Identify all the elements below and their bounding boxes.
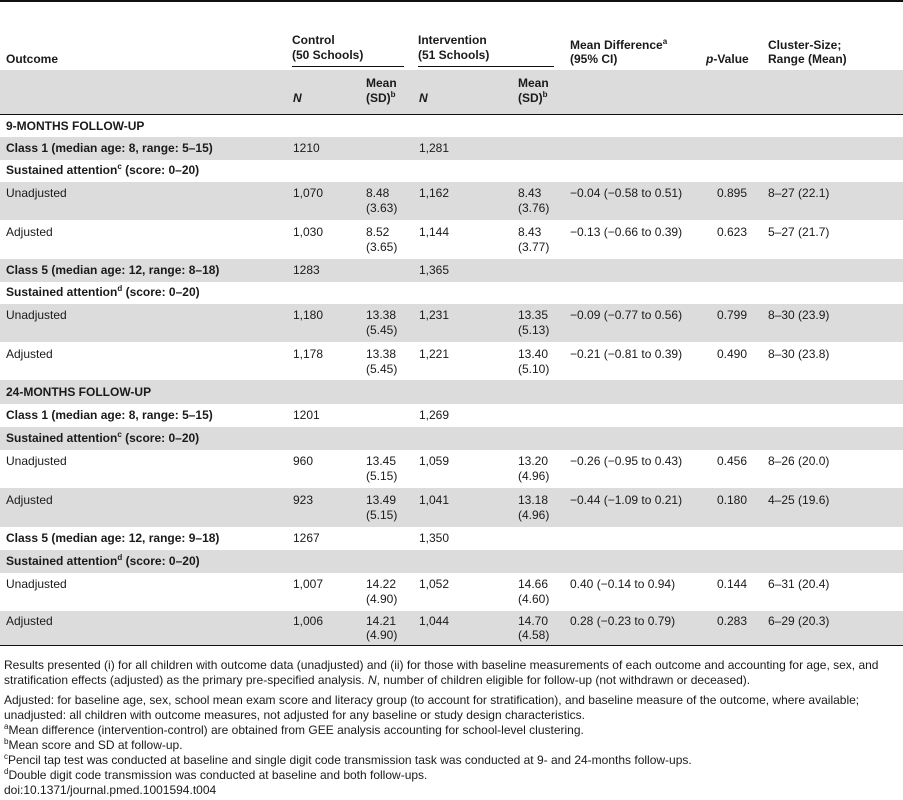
p-value: 0.180	[717, 493, 748, 507]
control-sd: (3.63)	[366, 201, 398, 215]
p-value: 0.283	[717, 614, 748, 628]
intervention-mean: 13.40	[518, 347, 549, 361]
row-label: Class 1 (median age: 8, range: 5–15)	[6, 141, 213, 155]
cluster-size: 4–25 (19.6)	[768, 493, 830, 507]
control-sd: (5.15)	[366, 508, 398, 522]
control-mean: 13.38	[366, 308, 397, 322]
intervention-mean: 8.43	[518, 186, 542, 200]
table-row	[0, 342, 903, 380]
footnote-results: Results presented (i) for all children with outcome data (unadjusted) and (ii) for those with baseline measurements of each outcome and accounting for age, sex, and stratification effects (adjusted) as the primary pre-specified analysis. N, number of children eligible for follow-up (not withdrawn or deceased).	[4, 658, 879, 687]
header-mean-diff-ci: (95% CI)	[570, 52, 618, 66]
cluster-size: 5–27 (21.7)	[768, 225, 830, 239]
table-row	[0, 160, 903, 182]
intervention-sd: (4.96)	[518, 508, 550, 522]
row-label: Adjusted	[6, 614, 53, 628]
table-top-rule	[0, 0, 903, 2]
intervention-n: 1,162	[419, 186, 450, 200]
mean-difference: −0.21 (−0.81 to 0.39)	[570, 347, 683, 361]
footnote-c: $^c$Pencil tap test was conducted at baseline and single digit code transmission task was conducted at 9- and 24-months follow-ups.	[4, 752, 692, 767]
cluster-size: 8–27 (22.1)	[768, 186, 830, 200]
doi-label: doi:10.1371/journal.pmed.1001594.t004	[4, 783, 217, 797]
p-value: 0.623	[717, 225, 748, 239]
row-label: Adjusted	[6, 493, 53, 507]
control-n: 1283	[293, 263, 320, 277]
control-sd: (3.65)	[366, 240, 398, 254]
control-n: 1,178	[293, 347, 324, 361]
cluster-size: 6–29 (20.3)	[768, 614, 830, 628]
control-mean: 8.52	[366, 225, 390, 239]
control-n: 1267	[293, 531, 320, 545]
intervention-n: 1,044	[419, 614, 450, 628]
control-n: 960	[293, 454, 314, 468]
header-intervention-sd: (SD)$^b$	[518, 90, 548, 105]
control-sd: (5.15)	[366, 469, 398, 483]
intervention-n: 1,041	[419, 493, 450, 507]
mean-difference: −0.44 (−1.09 to 0.21)	[570, 493, 683, 507]
intervention-n: 1,365	[419, 263, 450, 277]
control-n: 1,070	[293, 186, 324, 200]
mean-difference: 0.40 (−0.14 to 0.94)	[570, 577, 676, 591]
row-label: Class 5 (median age: 12, range: 8–18)	[6, 263, 220, 277]
intervention-mean: 13.20	[518, 454, 549, 468]
table-row	[0, 550, 903, 573]
row-label: Adjusted	[6, 225, 53, 239]
footnote-b: $^b$Mean score and SD at follow-up.	[4, 737, 183, 752]
footnote-d: $^d$Double digit code transmission was conducted at baseline and both follow-ups.	[4, 767, 428, 782]
table-row	[0, 259, 903, 282]
header-cluster: Cluster-Size;	[768, 38, 842, 52]
header-control-sd: (SD)$^b$	[366, 90, 396, 105]
row-label: Unadjusted	[6, 308, 67, 322]
section-title: 9-MONTHS FOLLOW-UP	[6, 119, 145, 133]
p-value: 0.144	[717, 577, 748, 591]
intervention-n: 1,269	[419, 408, 450, 422]
row-label: Class 1 (median age: 8, range: 5–15)	[6, 408, 213, 422]
control-sd: (4.90)	[366, 592, 398, 606]
header-mean-diff: Mean Difference$^a$	[570, 37, 668, 52]
control-underline	[292, 66, 404, 67]
table-row	[0, 404, 903, 427]
header-intervention-n: N	[419, 91, 428, 105]
intervention-mean: 14.66	[518, 577, 549, 591]
cluster-size: 6–31 (20.4)	[768, 577, 830, 591]
intervention-n: 1,350	[419, 531, 450, 545]
control-n: 1,180	[293, 308, 324, 322]
header-control-mean: Mean	[366, 76, 397, 90]
table-row	[0, 573, 903, 611]
row-label: Unadjusted	[6, 454, 67, 468]
section-title: 24-MONTHS FOLLOW-UP	[6, 385, 152, 399]
control-n: 1201	[293, 408, 320, 422]
control-mean: 14.22	[366, 577, 397, 591]
table-row	[0, 282, 903, 304]
row-label: Unadjusted	[6, 186, 67, 200]
intervention-n: 1,281	[419, 141, 450, 155]
row-label: Sustained attention$^c$ (score: 0–20)	[6, 162, 200, 177]
control-mean: 13.45	[366, 454, 397, 468]
intervention-n: 1,221	[419, 347, 450, 361]
intervention-underline	[418, 66, 554, 67]
table-row	[0, 450, 903, 488]
control-mean: 13.38	[366, 347, 397, 361]
table-row	[0, 488, 903, 527]
intervention-n: 1,144	[419, 225, 450, 239]
header-control: Control	[292, 33, 335, 47]
intervention-sd: (5.13)	[518, 323, 550, 337]
table-row	[0, 427, 903, 450]
table-bottom-rule	[0, 645, 903, 646]
control-n: 1,006	[293, 614, 324, 628]
cluster-size: 8–26 (20.0)	[768, 454, 830, 468]
intervention-sd: (5.10)	[518, 362, 550, 376]
p-value: 0.799	[717, 308, 748, 322]
intervention-sd: (3.76)	[518, 201, 550, 215]
table-row	[0, 220, 903, 259]
p-value: 0.895	[717, 186, 748, 200]
control-mean: 14.21	[366, 614, 397, 628]
table-row	[0, 182, 903, 220]
intervention-n: 1,059	[419, 454, 450, 468]
p-value: 0.456	[717, 454, 748, 468]
intervention-sd: (4.96)	[518, 469, 550, 483]
header-intervention: Intervention	[418, 33, 487, 47]
intervention-sd: (4.60)	[518, 592, 550, 606]
table-row	[0, 611, 903, 645]
intervention-mean: 13.18	[518, 493, 549, 507]
intervention-mean: 13.35	[518, 308, 549, 322]
intervention-mean: 8.43	[518, 225, 542, 239]
p-value: 0.490	[717, 347, 748, 361]
intervention-sd: (4.58)	[518, 628, 550, 642]
row-label: Class 5 (median age: 12, range: 9–18)	[6, 531, 220, 545]
control-mean: 8.48	[366, 186, 390, 200]
mean-difference: −0.13 (−0.66 to 0.39)	[570, 225, 683, 239]
cluster-size: 8–30 (23.9)	[768, 308, 830, 322]
header-cluster-range: Range (Mean)	[768, 52, 847, 66]
intervention-n: 1,052	[419, 577, 450, 591]
control-sd: (5.45)	[366, 323, 398, 337]
mean-difference: −0.04 (−0.58 to 0.51)	[570, 186, 683, 200]
control-sd: (4.90)	[366, 628, 398, 642]
footnote-adjusted: Adjusted: for baseline age, sex, school mean exam score and literacy group (to account for stratification), and baseline measure of the outcome, where available; unadjusted: all children with outcome measures, not adjusted for any baseline or study design characteristics.	[4, 693, 860, 722]
table-row	[0, 527, 903, 550]
control-mean: 13.49	[366, 493, 397, 507]
header-pvalue: p-Value	[706, 52, 749, 66]
control-n: 1,030	[293, 225, 324, 239]
section-9-months	[0, 115, 903, 137]
intervention-n: 1,231	[419, 308, 450, 322]
header-control-schools: (50 Schools)	[292, 48, 364, 62]
table-row	[0, 137, 903, 160]
table-subheader	[0, 70, 903, 114]
header-control-n: N	[293, 91, 302, 105]
cluster-size: 8–30 (23.8)	[768, 347, 830, 361]
header-outcome: Outcome	[6, 52, 59, 66]
row-label: Unadjusted	[6, 577, 67, 591]
intervention-sd: (3.77)	[518, 240, 550, 254]
control-n: 1,007	[293, 577, 324, 591]
section-24-months	[0, 380, 903, 404]
row-label: Sustained attention$^c$ (score: 0–20)	[6, 430, 200, 445]
mean-difference: −0.26 (−0.95 to 0.43)	[570, 454, 683, 468]
footnote-a: $^a$Mean difference (intervention-control) are obtained from GEE analysis accounting for school-level clustering.	[4, 722, 584, 737]
header-intervention-schools: (51 Schools)	[418, 48, 490, 62]
table-row	[0, 304, 903, 342]
control-sd: (5.45)	[366, 362, 398, 376]
control-n: 1210	[293, 141, 320, 155]
mean-difference: 0.28 (−0.23 to 0.79)	[570, 614, 676, 628]
row-label: Adjusted	[6, 347, 53, 361]
intervention-mean: 14.70	[518, 614, 549, 628]
row-label: Sustained attention$^d$ (score: 0–20)	[6, 284, 200, 299]
control-n: 923	[293, 493, 314, 507]
header-intervention-mean: Mean	[518, 76, 549, 90]
row-label: Sustained attention$^d$ (score: 0–20)	[6, 553, 200, 568]
mean-difference: −0.09 (−0.77 to 0.56)	[570, 308, 683, 322]
